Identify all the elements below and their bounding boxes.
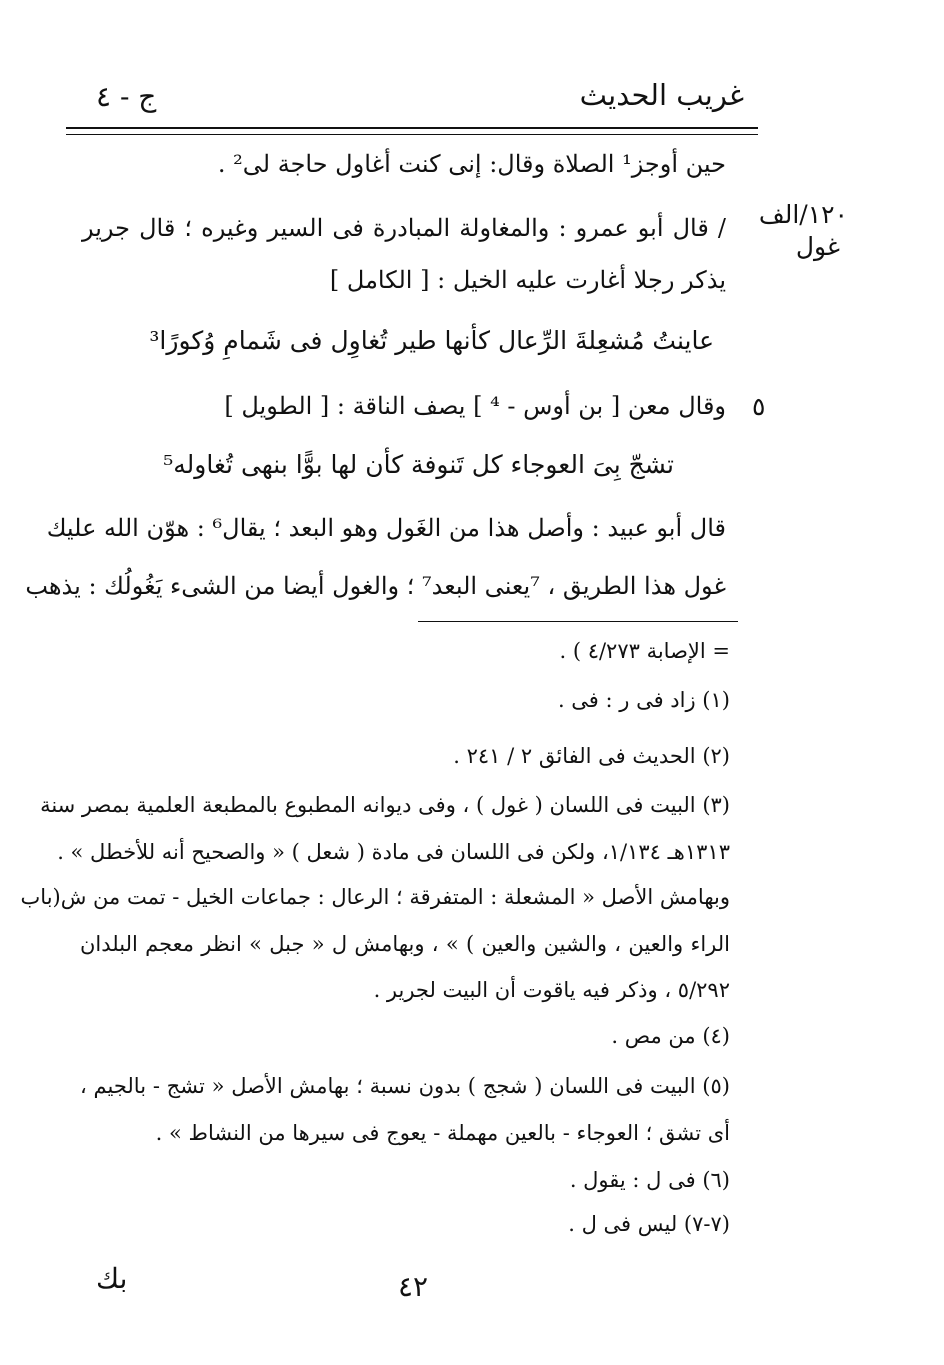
volume-number: ج - ٤: [96, 80, 157, 113]
footnote-3-line-1: (٣) البيت فى اللسان ( غول ) ، وفى ديوانه المطبوع بالمطبعة العلمية بمصر سنة: [40, 793, 730, 817]
header-rule: [66, 127, 758, 129]
margin-keyword: غول: [795, 232, 840, 261]
signature-mark: بك: [96, 1262, 128, 1295]
margin-folio: ١٢٠/الف: [758, 200, 848, 229]
body-line-1: حين أوجز¹ الصلاة وقال: إنى كنت أغاول حاجة لى² .: [217, 150, 726, 178]
footnote-2: (٢) الحديث فى الفائق ٢ / ٢٤١ .: [453, 744, 730, 768]
footnote-5-line-2: أى تشق ؛ العوجاء - بالعين مهملة - يعوج فى سيرها من النشاط » .: [155, 1121, 730, 1145]
verse-1: عاينتُ مُشعِلةَ الرِّعال كأنها طير تُغاوِل فى شَمامِ وُكورًا³: [149, 326, 714, 355]
page-number: ٤٢: [398, 1270, 429, 1303]
footnote-continuation: = الإصابة ٤/٢٧٣ ) .: [559, 639, 730, 663]
footnote-separator: [418, 621, 738, 622]
header-rule-thin: [66, 134, 758, 135]
margin-line-number: ٥: [752, 392, 766, 421]
body-line-3: يذكر رجلا أغارت عليه الخيل : [ الكامل ]: [329, 266, 726, 294]
footnote-1: (١) زاد فى ر : فى .: [557, 688, 730, 712]
footnote-5-line-1: (٥) البيت فى اللسان ( شجج ) بدون نسبة ؛ بهامش الأصل « تشج - بالجيم ،: [80, 1074, 730, 1098]
body-line-4: وقال معن [ بن أوس - ⁴ ] يصف الناقة : [ الطويل ]: [224, 392, 726, 420]
body-line-5: قال أبو عبيد : وأصل هذا من الغَول وهو البعد ؛ يقال⁶ : هوّن الله عليك: [46, 514, 726, 542]
footnote-3-line-2: ١٣١٣هـ ١/١٣٤، ولكن فى اللسان فى مادة ( شعل ) « والصحيح أنه للأخطل » .: [57, 840, 730, 864]
footnote-4: (٤) من مص .: [611, 1024, 730, 1048]
footnote-3-line-3: وبهامش الأصل « المشعلة : المتفرقة ؛ الرعال : جماعات الخيل - تمت من ش(باب: [20, 885, 730, 909]
footnote-6: (٦) فى ل : يقول .: [569, 1168, 730, 1192]
body-line-6: غول هذا الطريق ، ⁷يعنى البعد⁷ ؛ والغول أيضا من الشىء يَغُولُك : يذهب: [25, 572, 726, 600]
body-line-2: / قال أبو عمرو : والمغاولة المبادرة فى السير وغيره ؛ قال جرير: [82, 214, 726, 242]
footnote-3-line-5: ٥/٢٩٢ ، وذكر فيه ياقوت أن البيت لجرير .: [373, 978, 730, 1002]
footnote-3-line-4: الراء والعين ، والشين والعين ) » ، وبهامش ل « جبل » انظر معجم البلدان: [80, 932, 730, 956]
running-title: غريب الحديث: [579, 78, 744, 112]
verse-2: تشجّ بِىَ العوجاء كل تَنوفة كأن لها بوًّا بنهى تُغاوله⁵: [163, 450, 674, 479]
footnote-7: (٧-٧) ليس فى ل .: [568, 1212, 730, 1236]
